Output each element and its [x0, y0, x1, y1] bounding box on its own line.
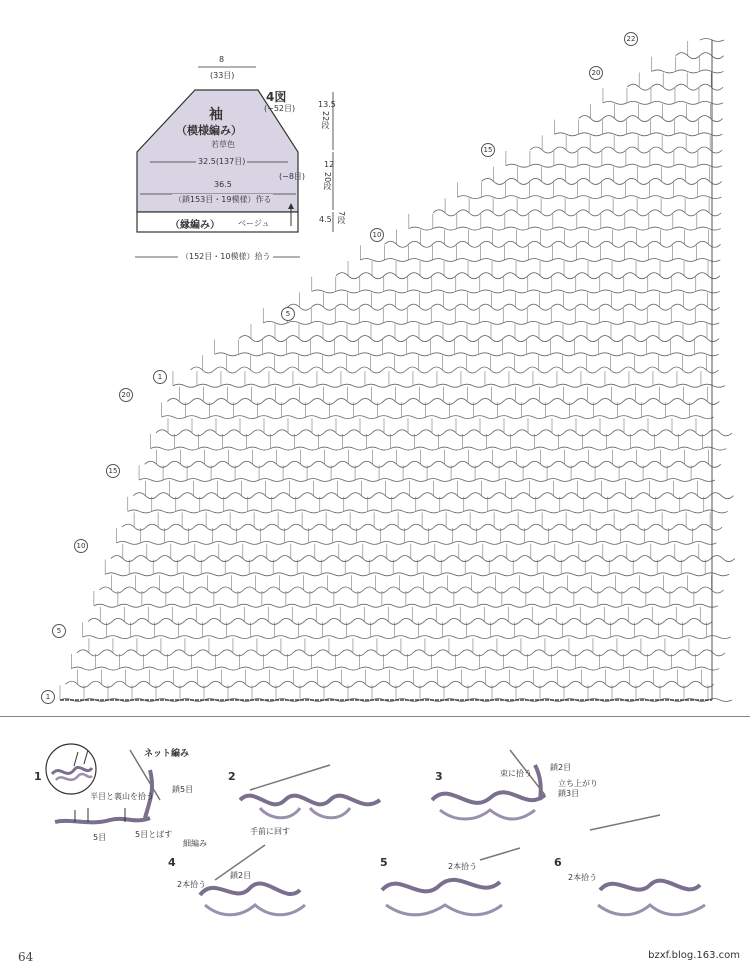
row-marker-right: 22 — [624, 32, 638, 46]
figure-label: 4図 — [266, 90, 287, 104]
border-color: ベージュ — [238, 219, 270, 228]
height-1-value: 13.5 — [318, 100, 336, 109]
row-marker-right: 1 — [153, 370, 167, 384]
pattern-name: （模様編み） — [176, 124, 242, 137]
step-1-label: 半目と裏山を拾う — [90, 792, 154, 801]
height-3-value: 4.5 — [319, 215, 332, 224]
page-number: 64 — [18, 950, 34, 964]
row-marker-right: 15 — [481, 143, 495, 157]
step-6-label: 2本拾う — [568, 873, 598, 882]
step-3-label: 束に拾う — [500, 769, 532, 778]
tutorial-title: ネット編み — [144, 749, 190, 759]
step-3-label: 鎖2目 — [550, 763, 572, 772]
row-marker-left: 5 — [52, 624, 66, 638]
top-width: 8 — [219, 55, 225, 64]
step-2-label: 手前に回す — [250, 827, 290, 836]
height-2-value: 12 — [324, 160, 335, 169]
bottom-width: 36.5 — [214, 180, 232, 189]
height-3-rows: 7段 — [337, 211, 346, 225]
bottom-note: （鎖153目・19模様）作る — [174, 195, 272, 204]
row-marker-right: 10 — [370, 228, 384, 242]
step-2-number: 2 — [228, 770, 236, 783]
border-name: （縁編み） — [170, 220, 220, 231]
top-stitches: (33目) — [210, 71, 235, 80]
step-1-number: 1 — [34, 770, 42, 783]
row-marker-left: 15 — [106, 464, 120, 478]
mid-width: 32.5(137目) — [198, 157, 246, 166]
step-1-label: 5目 — [93, 833, 107, 842]
step-1-label: 5目とばす — [135, 830, 173, 839]
step-4-number: 4 — [168, 856, 176, 869]
step-6-number: 6 — [554, 856, 562, 869]
step-1-label: 細編み — [183, 839, 207, 848]
step-4-label: 鎖2目 — [230, 871, 252, 880]
step-5-number: 5 — [380, 856, 388, 869]
part-name: 袖 — [209, 107, 223, 123]
row-marker-left: 1 — [41, 690, 55, 704]
step-3-label: 立ち上がり — [558, 779, 598, 788]
main-color: 若草色 — [211, 140, 235, 149]
row-marker-left: 20 — [119, 388, 133, 402]
row-marker-right: 5 — [281, 307, 295, 321]
step-3-label: 鎖3目 — [558, 789, 580, 798]
pickup-note: （152目・10模様）拾う — [178, 251, 273, 262]
step-5-label: 2本拾う — [448, 862, 478, 871]
figure-note: (−52目) — [264, 104, 296, 113]
height-2-rows: 20段 — [323, 172, 332, 191]
step-3-number: 3 — [435, 770, 443, 783]
footer-url: bzxf.blog.163.com — [648, 950, 740, 961]
height-1-rows: 22段 — [321, 111, 330, 130]
row-marker-left: 10 — [74, 539, 88, 553]
step-1-label: 鎖5目 — [172, 785, 194, 794]
height-2-note: (−8目) — [279, 172, 306, 181]
step-4-label: 2本拾う — [177, 880, 207, 889]
row-marker-right: 20 — [589, 66, 603, 80]
